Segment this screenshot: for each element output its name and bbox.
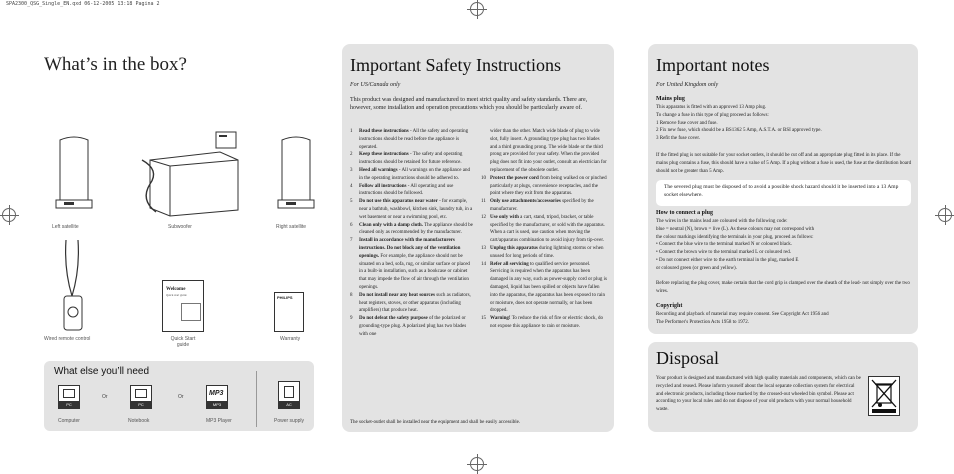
mains-line: To change a fuse in this type of plug proceed as follows:: [656, 112, 769, 118]
notes-subtitle: For United Kingdom only: [656, 82, 719, 88]
safety-item-bold: Refer all servicing: [490, 261, 529, 267]
qsg-welcome: Welcome: [166, 287, 186, 292]
safety-item-text: [359, 183, 474, 199]
safety-item-text: [359, 222, 474, 238]
safety-item: [350, 151, 474, 167]
connect-line: • Do not connect either wire to the earth terminal in the plug, marked E: [656, 257, 799, 263]
safety-item-text: [359, 128, 474, 151]
safety-item-text: [490, 175, 607, 198]
safety-item-bold: Read these instructions: [359, 129, 409, 134]
notebook-icon: [130, 385, 152, 409]
safety-item-body: wider than the other. Match wide blade of plug to wide slot, fully insert. A grounding type plug has two blades and a third grounding prong. The wide blade or the third prong are provided for your safety. When the provided plug does not fit into your outlet, consult an electrician for replacement of the obsolete outlet.: [490, 129, 607, 173]
right-satellite-image: [272, 134, 320, 214]
safety-item: [350, 315, 474, 338]
registration-mark-top: [470, 2, 484, 16]
subwoofer-image: [130, 130, 240, 220]
before-replacing-text: Before replacing the plug cover, make certain that the cord grip is clamped over the sheath of the lead- not simply over the two wires.: [656, 281, 910, 294]
power-supply-icon: [278, 381, 300, 409]
safety-item: [481, 175, 607, 198]
safety-item-number: 11: [481, 199, 486, 205]
safety-item-bold: Protect the power cord: [490, 175, 539, 181]
connect-plug-heading: How to connect a plug: [656, 210, 713, 216]
copyright-text: [656, 311, 912, 327]
safety-item-body: from being walked on or pinched particularly at plugs, convenience receptacles, and the point where they exit from the apparatus.: [490, 175, 607, 197]
notes-paragraph: If the fitted plug is not suitable for your socket outlets, it should be cut off and an appropriate plug fitted in its place. If the mains plug contains a fuse, this should have a value of 5 Amp. If a plug without a fuse is used, the fuse at the distribution board should not be greater than 5 Amp.: [656, 153, 912, 174]
copyright-line: The Performer's Protection Acts 1958 to 1972.: [656, 319, 749, 325]
safety-item-body: such as radiators, heat registers, stoves, or other apparatus (including amplifiers) that produce heat.: [359, 292, 471, 314]
power-supply-cap: AC: [279, 401, 299, 408]
safety-item-number: 6: [350, 222, 353, 228]
safety-item: [350, 183, 474, 199]
mains-line: 2 Fix new fuse, which should be a BS1362 5 Amp, A.S.T.A. or BSI approved type.: [656, 128, 822, 134]
warranty-brand: PHILIPS: [277, 295, 293, 300]
safety-item-number: 15: [481, 316, 486, 322]
wired-remote-image: [58, 240, 88, 336]
safety-item-text: [490, 245, 607, 261]
mains-plug-heading: Mains plug: [656, 96, 685, 102]
safety-item-body: of the polarized or grounding-type plug. A polarized plug has two blades with one: [359, 316, 467, 337]
copyright-heading: Copyright: [656, 303, 683, 309]
connect-line: the colour markings identifying the terminals in your plug, proceed as follows:: [656, 234, 814, 240]
mp3-player-icon: [206, 385, 228, 409]
safety-item-body: to qualified service personnel. Servicing is required when the apparatus has been damaged in any way, such as power-supply cord or plug is damaged, liquid has been spilled or objects have fallen into the apparatus, the apparatus has been exposed to rain or moisture, does not operate normally, or has been dropped.: [490, 261, 607, 314]
mains-line: This apparatus is fitted with an approved 13 Amp plug.: [656, 105, 767, 110]
safety-item-bold: Warning!: [490, 316, 511, 322]
safety-item-bold: Heed all warnings: [359, 167, 398, 173]
crossed-bin-icon: [868, 376, 900, 416]
safety-item-number: 7: [350, 238, 353, 244]
connect-line: • Connect the brown wire to the terminal marked L or coloured red.: [656, 250, 791, 256]
safety-item-bold: Do not install near any heat sources: [359, 292, 435, 298]
connect-plug-text: [656, 218, 912, 273]
safety-item-number: 12: [481, 214, 486, 220]
safety-item-body: The appliance should be cleaned only as recommended by the manufacturer.: [359, 222, 473, 236]
safety-left-column: [350, 128, 474, 339]
safety-item-body: specified by the manufacturer.: [490, 199, 594, 212]
safety-item-body: a cart, stand, tripod, bracket, or table specified by the manufacturer, or sold with the apparatus. When a cart is used, use caution when moving the cart/apparatus combination to avoid injury from tip-over.: [490, 214, 605, 244]
safety-item-text: [490, 315, 607, 331]
safety-right-column: [481, 128, 607, 331]
safety-item: [350, 198, 474, 221]
notebook-cap: PC: [131, 401, 151, 408]
registration-mark-left: [2, 208, 16, 222]
remote-label: Wired remote control: [44, 336, 91, 342]
safety-item-number: 13: [481, 245, 486, 251]
safety-item-text: [359, 167, 474, 183]
safety-item-bold: Use only with: [490, 214, 519, 220]
registration-mark-right: [938, 208, 952, 222]
safety-item-bold: Clean only with a damp cloth.: [359, 222, 423, 228]
safety-item-body: - All operating and use instructions should be followed.: [359, 183, 454, 197]
safety-item-body: - for example, near a bathtub, washbowl, kitchen sink, laundry tub, in a wet basement or near a swimming pool, etc.: [359, 199, 473, 220]
crop-line: SPA2300_QSG_Single_EN.qxd 06-12-2005 13:18 Pagina 2: [6, 1, 160, 7]
right-satellite-label: Right satellite: [276, 224, 307, 230]
qsg-subtitle: Quick start guide: [166, 293, 187, 297]
safety-item-number: 14: [481, 261, 486, 267]
power-supply-label: Power supply: [274, 418, 305, 424]
safety-intro: This product was designed and manufactured to meet strict quality and safety standards. There are, however, some installation and operation precautions which you should be particularly aware of.: [350, 97, 588, 111]
connect-line: • Connect the blue wire to the terminal marked N or coloured black.: [656, 242, 793, 248]
safety-item-number: 5: [350, 199, 353, 205]
qsg-label: Quick Start guide: [170, 336, 196, 348]
safety-item-body: For example, the appliance should not be situated on a bed, sofa, rug, or similar surface or placed in a built-in installation, such as a bookcase or cabinet that may impede the flow of air through the ventilation openings.: [359, 253, 470, 290]
safety-item: [350, 292, 474, 315]
safety-item: [350, 237, 474, 292]
disposal-title: Disposal: [656, 348, 719, 368]
safety-item-bold: Do not defeat the safety purpose: [359, 316, 428, 322]
safety-item: [350, 222, 474, 238]
or-2: Or: [178, 394, 184, 400]
safety-item-number: 3: [350, 167, 353, 173]
mp3-player-label: MP3 Player: [206, 418, 232, 424]
safety-item-text: [490, 128, 607, 175]
mp3-badge: MP3: [209, 390, 224, 397]
safety-item-number: 1: [350, 129, 353, 134]
copyright-line: Recording and playback of material may require consent. See Copyright Act 1956 and: [656, 312, 829, 317]
mains-line: 3 Refit the fuse cover.: [656, 136, 701, 142]
safety-item-body: during lightning storms or when unused for long periods of time.: [490, 245, 604, 259]
severed-plug-note: The severed plug must be disposed of to avoid a possible shock hazard should it be inserted into a 13 Amp socket elsewhere.: [656, 180, 911, 206]
safety-item-number: 8: [350, 292, 353, 298]
safety-item-body: To reduce the risk of fire or electric shock, do not expose this appliance to rain or moisture.: [490, 316, 604, 329]
safety-item-bold: Follow all instructions: [359, 183, 407, 189]
safety-item-bold: Only use attachments/accessories: [490, 199, 561, 205]
safety-item-text: [359, 151, 474, 167]
left-satellite-label: Left satellite: [52, 224, 79, 230]
box-title: What’s in the box?: [44, 54, 187, 75]
safety-item: [481, 128, 607, 175]
computer-label: Computer: [58, 418, 80, 424]
mains-plug-text: [656, 104, 912, 143]
mp3-cap: MP3: [207, 401, 227, 408]
disposal-text: Your product is designed and manufactured with high quality materials and components, which can be recycled and reused. Please inform yourself about the local separate collection system for electrical and electronic products, including those marked by the crossed-out wheeled bin symbol. Please act according to your local rules and do not dispose of your old products with your normal household waste.: [656, 376, 861, 413]
safety-item-text: [359, 198, 474, 221]
left-satellite-image: [50, 134, 98, 214]
safety-item: [481, 261, 607, 316]
notes-title: Important notes: [656, 55, 770, 75]
safety-item-text: [490, 261, 607, 316]
registration-mark-bottom: [470, 457, 484, 471]
safety-item-number: 9: [350, 316, 353, 322]
safety-item: [350, 167, 474, 183]
safety-item-number: 4: [350, 183, 353, 189]
safety-item-text: [490, 214, 607, 245]
safety-item: [481, 245, 607, 261]
safety-item-bold: Do not use this apparatus near water: [359, 199, 438, 205]
what-else-title: What else you’ll need: [54, 366, 150, 377]
connect-line: or coloured green (or green and yellow).: [656, 265, 737, 271]
safety-item: [481, 214, 607, 245]
safety-item: [350, 128, 474, 151]
quick-start-guide-image: [162, 280, 204, 332]
warranty-image: [274, 292, 304, 332]
safety-item-number: [481, 128, 490, 175]
need-divider: [256, 371, 257, 427]
mains-line: 1 Remove fuse cover and fuse.: [656, 120, 718, 126]
connect-line: blue = neutral (N), brown = live (L). As these colours may not correspond with: [656, 226, 815, 232]
safety-item-body: - All the safety and operating instructions should be read before the appliance is operated.: [359, 129, 469, 150]
safety-item-text: [359, 315, 474, 338]
safety-item-bold: Install in accordance with the manufacturers instructions. Do not block any of the ventilation openings.: [359, 238, 461, 259]
safety-item-body: - The safety and operating instructions should be retained for future reference.: [359, 152, 463, 166]
safety-item-bold: Keep these instructions: [359, 152, 409, 158]
safety-item-text: [359, 292, 474, 315]
qsg-thumb: [181, 303, 201, 321]
computer-icon: [58, 385, 80, 409]
or-1: Or: [102, 394, 108, 400]
safety-item-bold: Unplug this apparatus: [490, 245, 538, 251]
safety-subtitle: For US/Canada only: [350, 82, 401, 88]
safety-item-number: 2: [350, 152, 353, 158]
connect-line: The wires in the mains lead are coloured with the following code:: [656, 219, 788, 224]
safety-item-number: 10: [481, 175, 486, 181]
safety-footer: The socket-outlet shall be installed near the equipment and shall be easily accessible.: [350, 420, 521, 425]
safety-item-text: [490, 198, 607, 214]
safety-item-body: - All warnings on the appliance and in the operating instructions should be adhered to.: [359, 167, 470, 181]
computer-cap: PC: [59, 401, 79, 408]
subwoofer-label: Subwoofer: [168, 224, 192, 230]
safety-item: [481, 315, 607, 331]
safety-item: [481, 198, 607, 214]
notebook-label: Notebook: [128, 418, 150, 424]
safety-title: Important Safety Instructions: [350, 55, 561, 75]
safety-item-text: [359, 237, 474, 292]
warranty-label: Warranty: [280, 336, 301, 342]
